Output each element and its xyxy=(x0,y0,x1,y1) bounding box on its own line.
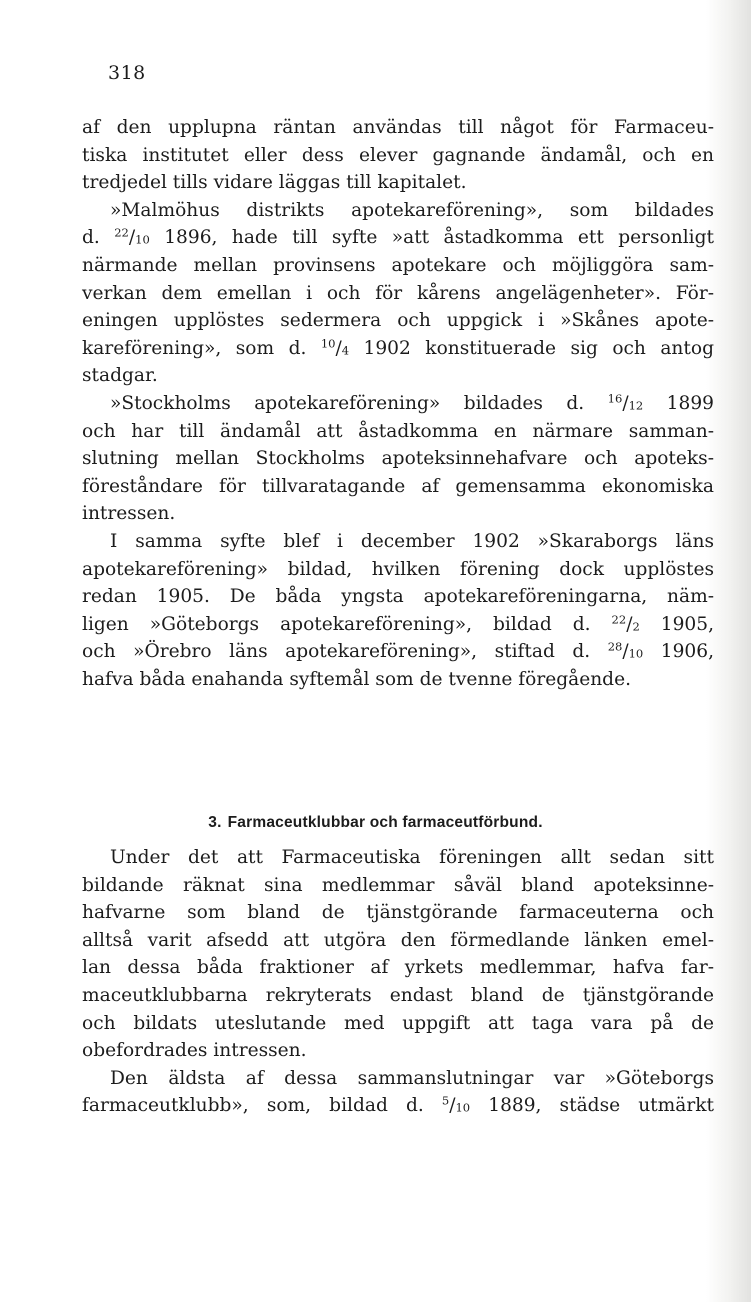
text-run: d. xyxy=(82,227,115,249)
text-line: intressen. xyxy=(82,503,176,525)
text-line xyxy=(82,638,714,666)
date-day: 16 xyxy=(607,391,623,406)
text-run: 1906, xyxy=(643,641,714,663)
text-line: verkan dem emellan i och för kårens angelägenheter». För- xyxy=(82,282,714,304)
text-run: »Stockholms apotekareförening» bildades d. xyxy=(110,392,608,414)
text-run: farmaceutklubb», som, bildad d. xyxy=(82,1095,442,1117)
text-block-clubs xyxy=(82,844,714,1120)
text-run: ligen »Göteborgs apotekareförening», bildad d. xyxy=(82,613,612,635)
text-run: / xyxy=(128,227,136,249)
text-line: bildande räknat sina medlemmar såväl bland apoteksinne- xyxy=(82,874,714,896)
text-run: / xyxy=(449,1095,456,1117)
date-day: 22 xyxy=(611,612,627,627)
text-run: / xyxy=(622,641,629,663)
text-line: Under det att Farmaceutiska föreningen allt sedan sitt xyxy=(110,847,714,868)
text-line: stadgar. xyxy=(82,365,158,387)
text-line: af den upplupna räntan användas till något för Farmaceu- xyxy=(82,117,714,138)
text-line: obefordrades intressen. xyxy=(82,1040,307,1062)
text-line: redan 1905. De båda yngsta apotekareföreningarna, näm- xyxy=(82,586,714,608)
text-line: närmande mellan provinsens apotekare och möjliggöra sam- xyxy=(82,254,714,276)
text-line: tredjedel tills vidare läggas till kapitalet. xyxy=(82,172,467,194)
text-line: lan dessa båda fraktioner af yrkets medlemmar, hafva far- xyxy=(82,957,714,979)
text-line: maceutklubbarna rekryterats endast bland de tjänstgörande xyxy=(82,984,714,1006)
text-block-associations xyxy=(82,114,714,693)
text-line: tiska institutet eller dess elever gagnande ändamål, och en xyxy=(82,144,714,166)
text-line: och har till ändamål att åstadkomma en närmare samman- xyxy=(82,420,714,442)
text-run: och »Örebro läns apotekareförening», stiftad d. xyxy=(82,641,608,663)
text-run: 1902 konstituerade sig och antog xyxy=(349,337,714,359)
text-line xyxy=(82,1092,714,1120)
date-day: 10 xyxy=(320,336,336,351)
date-day: 5 xyxy=(441,1094,450,1109)
text-line: slutning mellan Stockholms apoteksinnehafvare och apoteks- xyxy=(82,448,714,470)
text-line: apotekareförening» bildad, hvilken förening dock upplöstes xyxy=(82,558,714,580)
text-run: 1889, städse utmärkt xyxy=(470,1095,714,1117)
section-heading xyxy=(0,814,751,832)
text-run: / xyxy=(622,392,629,414)
date-month: 2 xyxy=(632,619,640,634)
text-line: hafva båda enahanda syftemål som de tvenne föregående. xyxy=(82,668,631,690)
text-line: hafvarne som bland de tjänstgörande farmaceuterna och xyxy=(82,902,714,924)
text-line: I samma syfte blef i december 1902 »Skaraborgs läns xyxy=(110,530,714,552)
text-line: föreståndare för tillvaratagande af gemensamma ekonomiska xyxy=(82,475,714,497)
page-number: 318 xyxy=(108,62,146,84)
section-title: Farmaceutklubbar och farmaceutförbund. xyxy=(227,814,543,831)
date-month: 10 xyxy=(135,232,150,247)
text-run: 1905, xyxy=(639,613,715,635)
section-number: 3. xyxy=(208,814,222,831)
text-line: Den äldsta af dessa sammanslutningar var »Göteborgs xyxy=(110,1067,714,1089)
text-line xyxy=(82,611,714,639)
date-day: 28 xyxy=(607,639,623,654)
text-run: / xyxy=(626,613,633,635)
text-run: / xyxy=(335,337,342,359)
text-line: och bildats uteslutande med uppgift att taga vara på de xyxy=(82,1012,714,1034)
text-line: alltså varit afsedd att utgöra den förmedlande länken emel- xyxy=(82,929,714,951)
date-month: 10 xyxy=(628,646,644,661)
date-day: 22 xyxy=(114,226,129,241)
text-run: 1899 xyxy=(643,392,715,414)
text-line xyxy=(82,390,714,418)
text-line xyxy=(82,224,714,252)
text-line xyxy=(82,335,714,363)
text-run: kareförening», som d. xyxy=(82,337,321,359)
date-month: 4 xyxy=(341,343,350,358)
text-line: eningen upplöstes sedermera och uppgick i »Skånes apote- xyxy=(82,310,714,332)
date-month: 12 xyxy=(628,398,644,413)
date-month: 10 xyxy=(455,1100,471,1115)
text-run: 1896, hade till syfte »att åstadkomma ett personligt xyxy=(149,227,714,249)
text-line: »Malmöhus distrikts apotekareförening», som bildades xyxy=(110,199,714,221)
